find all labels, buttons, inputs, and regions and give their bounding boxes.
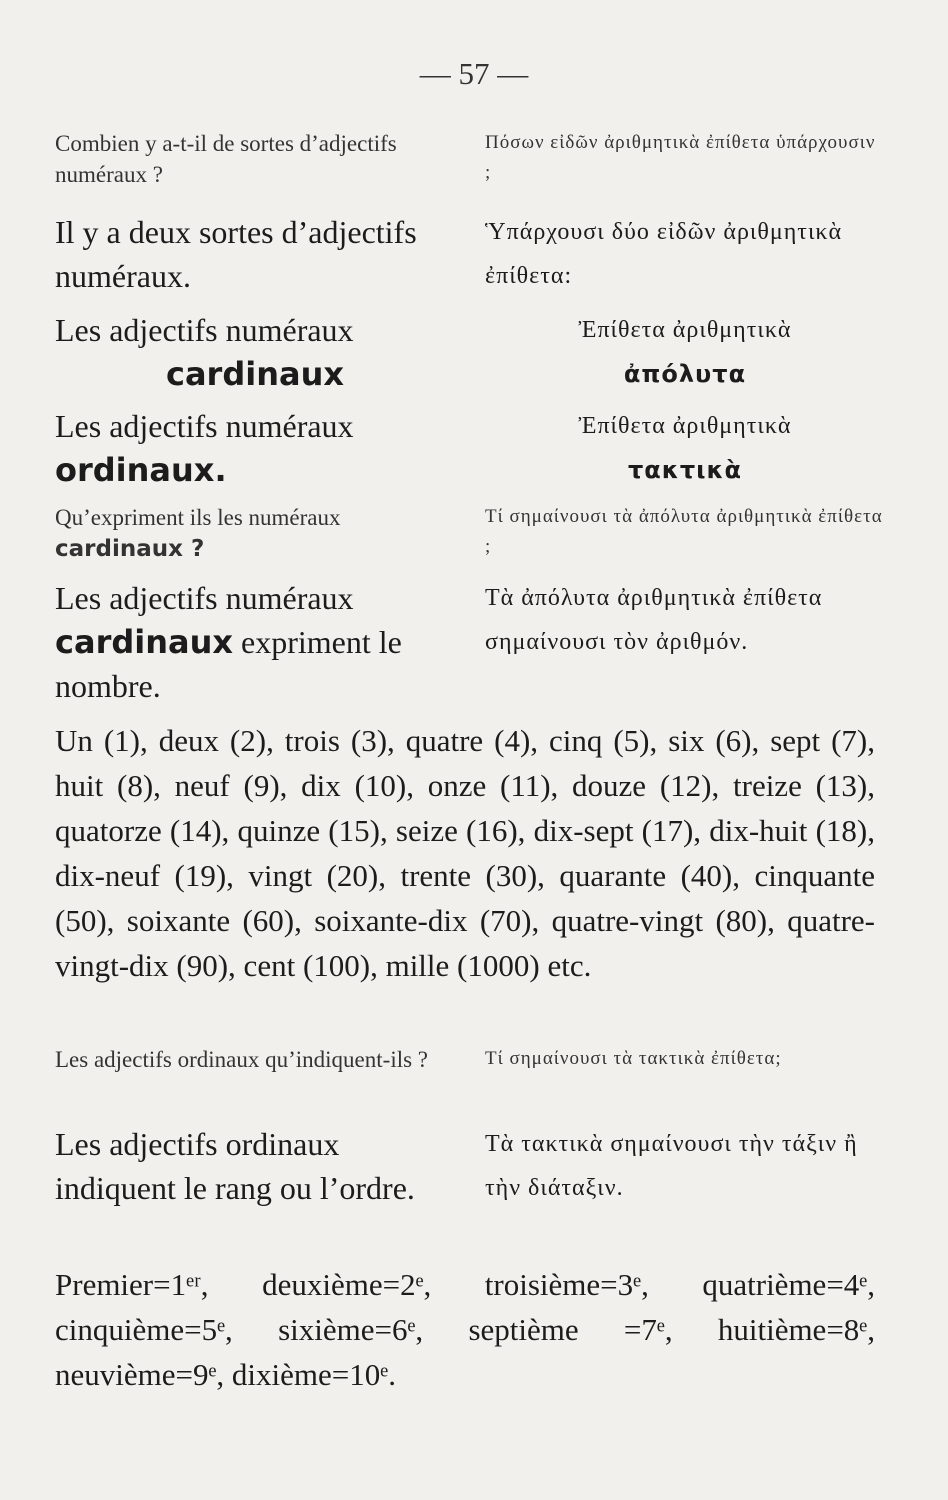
french-answer: Il y a deux sortes d’adjectifs numéraux. <box>55 214 417 294</box>
answer-block-3 <box>55 1122 885 1210</box>
ordinal-numbers-list: Premier=1ᵉʳ, deuxième=2ᵉ, troisième=3ᵉ, quatrième=4ᵉ, cinquième=5ᵉ, sixième=6ᵉ, septième =7ᵉ, huitième=8ᵉ, neuvième=9ᵉ, dixième=10ᵉ. <box>55 1267 875 1392</box>
french-heading-bold: cardinaux <box>165 355 344 393</box>
french-question: Les adjectifs ordinaux qu’indiquent-ils ? <box>55 1047 429 1072</box>
cardinal-numbers-list: Un (1), deux (2), trois (3), quatre (4), cinq (5), six (6), sept (7), huit (8), neuf (9), dix (10), onze (11), douze (12), treize (13), quatorze (14), quinze (15), seize (16), dix-sept (17), dix-huit (18), dix-neuf (19), vingt (20), trente (30), quarante (40), cinquante (50), soixante (60), soixante-dix (70), quatre-vingt (80), quatre-vingt-dix (90), cent (100), mille (1000) etc. <box>55 723 875 983</box>
greek-answer: Τὰ ἀπόλυτα ἀριθμητικὰ ἐπίθετα σημαίνουσι τὸν ἀριθμόν. <box>485 585 823 655</box>
question-block-1 <box>55 128 885 190</box>
french-heading <box>55 308 455 396</box>
greek-question: Πόσων εἰδῶν ἀριθμητικὰ ἐπίθετα ὑπάρχουσιν ; <box>485 132 876 183</box>
greek-question: Τί σημαίνουσι τὰ ἀπόλυτα ἀριθμητικὰ ἐπίθετα ; <box>485 506 883 557</box>
french-answer-bold: cardinaux <box>55 623 234 661</box>
answer-block-1 <box>55 210 885 298</box>
french-answer-text-b: expriment le nombre. <box>55 624 402 704</box>
french-answer: Les adjectifs ordinaux indiquent le rang ou l’ordre. <box>55 1126 415 1206</box>
greek-heading <box>485 404 885 492</box>
french-heading-text: Les adjectifs numéraux <box>55 312 354 348</box>
greek-heading-text: Ἐπίθετα ἀριθμητικὰ <box>578 413 792 439</box>
question-block-3 <box>55 1044 885 1075</box>
question-block-2 <box>55 502 885 565</box>
greek-heading-bold: τακτικὰ <box>627 456 743 484</box>
french-question-text: Qu’expriment ils les numéraux <box>55 505 341 530</box>
heading-block-cardinal <box>55 308 885 396</box>
greek-heading <box>485 308 885 396</box>
heading-block-ordinal <box>55 404 885 492</box>
french-heading-bold: ordinaux. <box>55 451 227 489</box>
french-question: Combien y a-t-il de sortes d’adjectifs numéraux ? <box>55 131 397 187</box>
french-answer-text-a: Les adjectifs numéraux <box>55 580 354 616</box>
greek-heading-text: Ἐπίθετα ἀριθμητικὰ <box>578 317 792 343</box>
french-answer <box>55 576 455 708</box>
french-heading-text: Les adjectifs numéraux <box>55 408 354 444</box>
page-number: — 57 — <box>419 56 529 91</box>
french-heading <box>55 404 455 492</box>
french-question-bold: cardinaux ? <box>55 536 205 562</box>
french-question <box>55 502 455 565</box>
answer-block-2 <box>55 576 885 708</box>
greek-answer: Τὰ τακτικὰ σημαίνουσι τὴν τάξιν ἢ τὴν διάταξιν. <box>485 1131 858 1201</box>
greek-answer: Ὑπάρχουσι δύο εἰδῶν ἀριθμητικὰ ἐπίθετα: <box>485 219 843 289</box>
greek-question: Τί σημαίνουσι τὰ τακτικὰ ἐπίθετα; <box>485 1048 782 1069</box>
greek-heading-bold: ἀπόλυτα <box>623 360 747 388</box>
